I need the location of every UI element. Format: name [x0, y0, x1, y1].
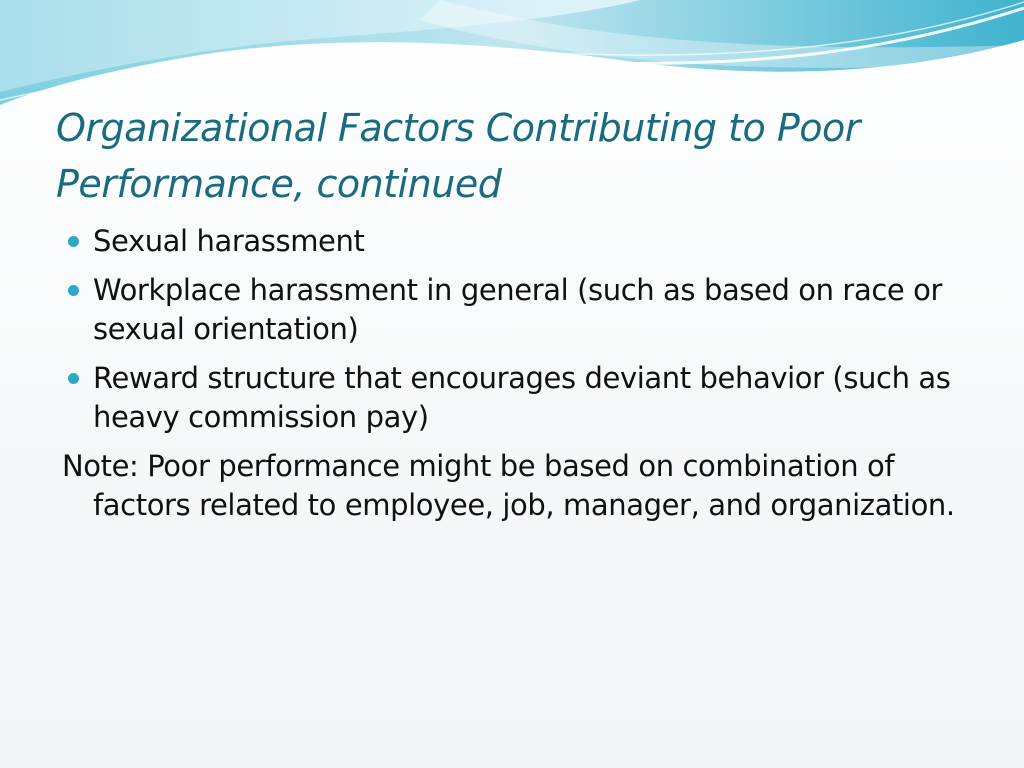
bullet-item: [62, 359, 962, 437]
slide-body: [62, 222, 962, 525]
bullet-dot-icon: [68, 373, 79, 384]
bullet-text: Sexual harassment: [93, 224, 365, 258]
bullet-text: Workplace harassment in general (such as based on race or sexual orientation): [93, 273, 942, 346]
bullet-item: [62, 271, 962, 349]
bullet-text: Reward structure that encourages deviant behavior (such as heavy commission pay): [93, 361, 951, 434]
bullet-dot-icon: [68, 285, 79, 296]
bullet-item: [62, 222, 962, 261]
bullet-dot-icon: [68, 236, 79, 247]
slide-title: Organizational Factors Contributing to Poor Performance, continued: [56, 106, 860, 206]
note-paragraph: Note: Poor performance might be based on combination of factors related to employee, job, manager, and organization.: [62, 449, 955, 522]
